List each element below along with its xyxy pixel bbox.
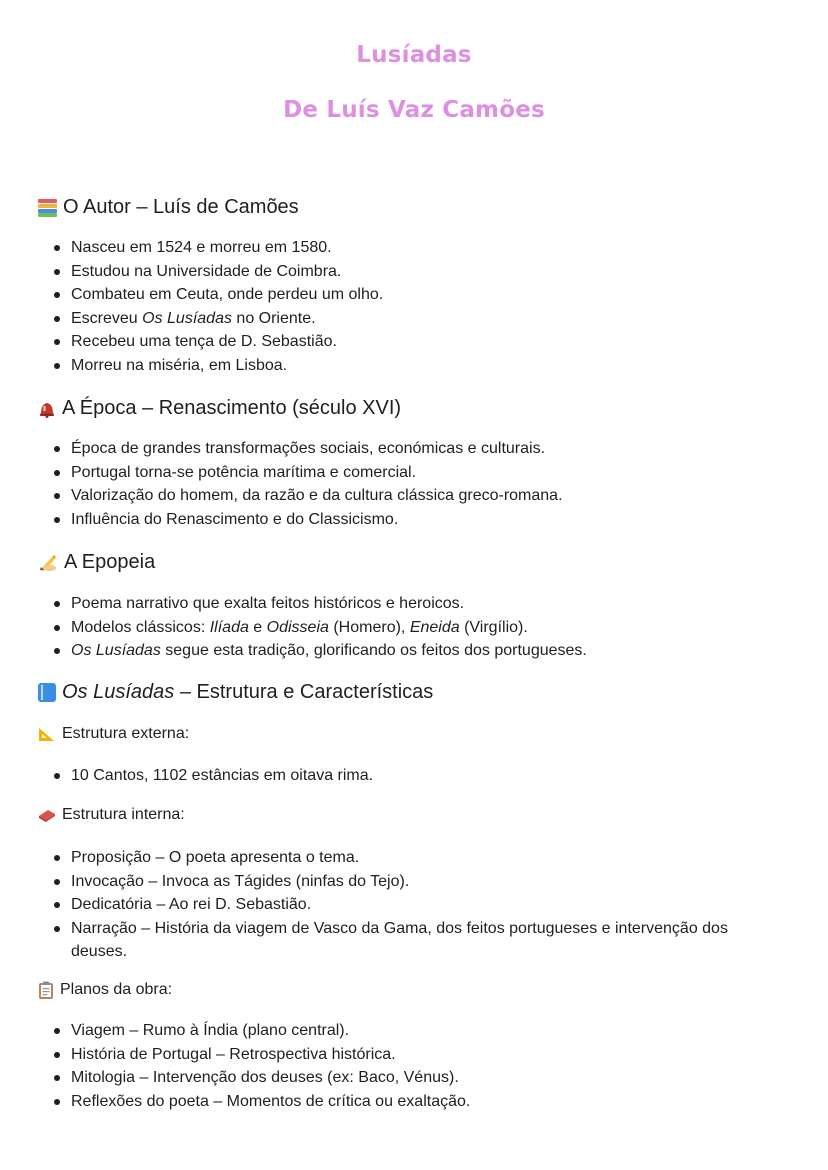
list-item: Época de grandes transformações sociais, económicas e culturais. — [50, 437, 750, 461]
list-item: Os Lusíadas segue esta tradição, glorificando os feitos dos portugueses. — [50, 639, 750, 663]
section-heading-epopeia: A Epopeia — [38, 551, 155, 574]
subheading-planos: Planos da obra: — [38, 981, 172, 999]
list-item: Poema narrativo que exalta feitos históricos e heroicos. — [50, 592, 750, 616]
section-heading-autor: O Autor – Luís de Camões — [38, 196, 299, 219]
epopeia-list — [50, 592, 750, 663]
list-item: Mitologia – Intervenção dos deuses (ex: Baco, Vénus). — [50, 1066, 750, 1090]
list-item: Estudou na Universidade de Coimbra. — [50, 260, 750, 284]
planos-list — [50, 1019, 750, 1113]
list-item: Reflexões do poeta – Momentos de crítica ou exaltação. — [50, 1090, 750, 1114]
list-item: 10 Cantos, 1102 estâncias em oitava rima. — [50, 764, 750, 788]
document-subtitle: De Luís Vaz Camões — [283, 97, 545, 123]
list-item: Portugal torna-se potência marítima e comercial. — [50, 461, 750, 485]
subheading-externa: Estrutura externa: — [38, 725, 189, 743]
document-title: Lusíadas — [356, 42, 472, 68]
interna-list — [50, 846, 750, 964]
externa-list — [50, 764, 750, 788]
list-item: Proposição – O poeta apresenta o tema. — [50, 846, 750, 870]
list-item: História de Portugal – Retrospectiva histórica. — [50, 1043, 750, 1067]
list-item: Combateu em Ceuta, onde perdeu um olho. — [50, 283, 750, 307]
autor-list — [50, 236, 750, 377]
list-item: Escreveu Os Lusíadas no Oriente. — [50, 307, 750, 331]
list-item: Narração – História da viagem de Vasco da Gama, dos feitos portugueses e intervenção dos deuses. — [50, 917, 750, 964]
section-heading-epoca: A Época – Renascimento (século XVI) — [38, 397, 401, 420]
blue-book-icon — [38, 683, 56, 702]
brick-icon — [38, 808, 56, 822]
books-icon — [38, 199, 57, 217]
list-item: Nasceu em 1524 e morreu em 1580. — [50, 236, 750, 260]
list-item: Morreu na miséria, em Lisboa. — [50, 354, 750, 378]
list-item: Recebeu uma tença de D. Sebastião. — [50, 330, 750, 354]
triangular-ruler-icon — [38, 726, 56, 742]
list-item: Viagem – Rumo à Índia (plano central). — [50, 1019, 750, 1043]
writing-hand-icon — [38, 554, 58, 572]
list-item: Influência do Renascimento e do Classicismo. — [50, 508, 750, 532]
bell-icon — [38, 400, 56, 418]
section-heading-lusiadas: Os Lusíadas – Estrutura e Características — [38, 681, 433, 704]
clipboard-icon — [38, 981, 54, 999]
epoca-list — [50, 437, 750, 531]
subheading-interna: Estrutura interna: — [38, 806, 185, 824]
list-item: Dedicatória – Ao rei D. Sebastião. — [50, 893, 750, 917]
list-item: Invocação – Invoca as Tágides (ninfas do Tejo). — [50, 870, 750, 894]
list-item: Valorização do homem, da razão e da cultura clássica greco-romana. — [50, 484, 750, 508]
list-item: Modelos clássicos: Ilíada e Odisseia (Homero), Eneida (Virgílio). — [50, 616, 750, 640]
